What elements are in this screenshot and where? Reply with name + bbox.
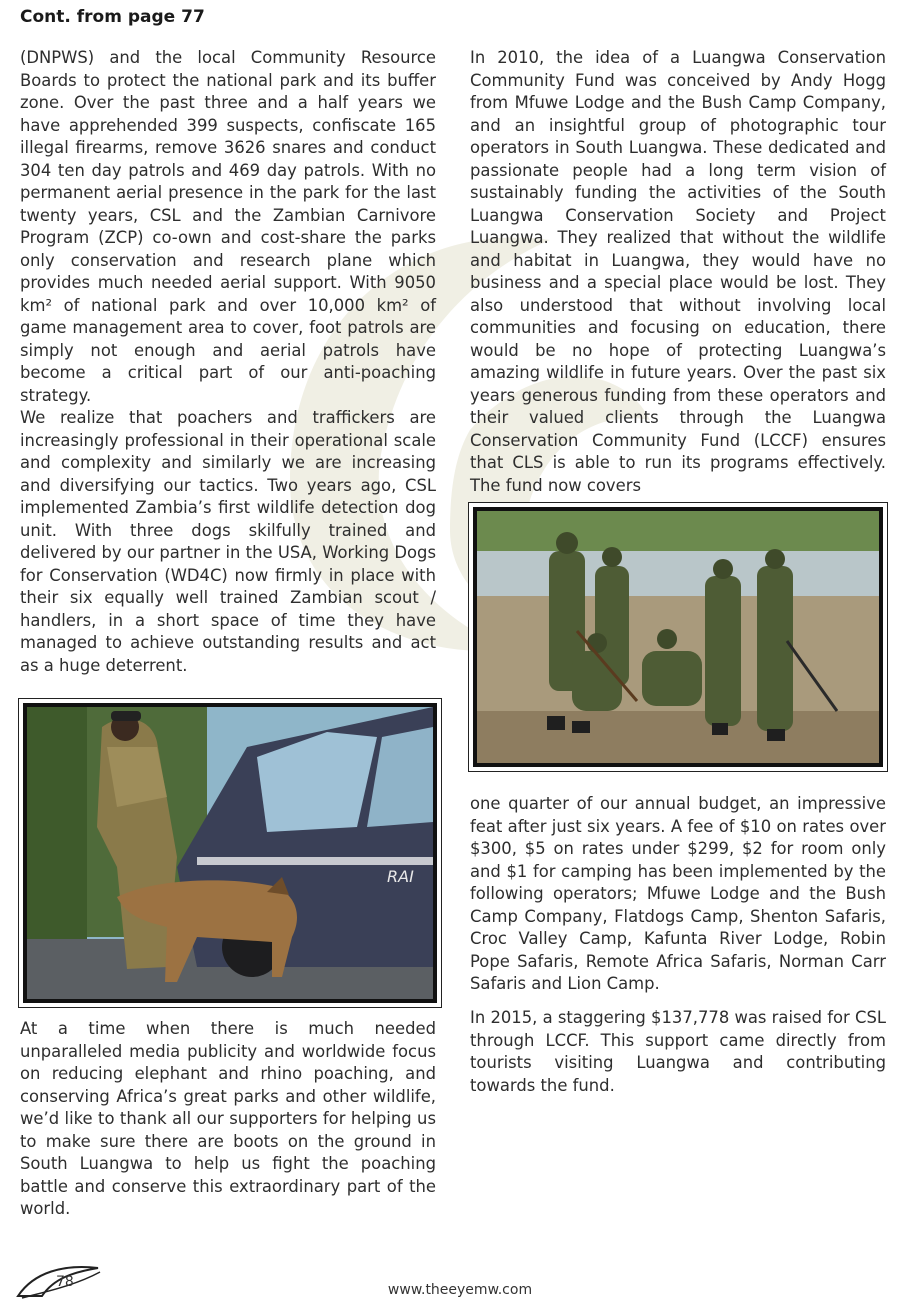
- continued-from-label: Cont. from page 77: [20, 7, 205, 27]
- scout-patrol-image: [477, 511, 879, 763]
- page-number: 78: [56, 1274, 74, 1290]
- left-column-para-1: [20, 47, 436, 407]
- left-column-para-2: [20, 407, 436, 677]
- left-column-para-3: [20, 1018, 436, 1221]
- right-column-para-1: [470, 47, 886, 497]
- photo-scout-patrol: [468, 502, 888, 772]
- body-text: one quarter of our annual budget, an impressive feat after just six years. A fee of $10 on rates over $300, $5 on rates under $299, $2 for room only and $1 for camping has been implemented by the following operators; Mfuwe Lodge and the Bush Camp Company, Flatdogs Camp, Shenton Safaris, Croc Valley Camp, Kafunta River Lodge, Robin Pope Safaris, Remote Africa Safaris, Norman Carr Safaris and Lion Camp.: [470, 794, 886, 993]
- right-column-para-2: [470, 793, 886, 996]
- body-text: In 2010, the idea of a Luangwa Conservation Community Fund was conceived by Andy Hogg from Mfuwe Lodge and the Bush Camp Company, and an insightful group of photographic tour operators in South Luangwa. These dedicated and passionate people had a long term vision of sustainably funding the activities of the South Luangwa Conservation Society and Project Luangwa. They realized that without the wildlife and habitat in Luangwa, they would have no business and a special place would be lost. They also understood that without involving local communities and focusing on education, there would be no hope of protecting Luangwa’s amazing wildlife in future years. Over the past six years generous funding from these operators and their valued clients through the Luangwa Conservation Community Fund (LCCF) ensures that CLS is able to run its programs effectively. The fund now covers: [470, 48, 886, 495]
- right-column-para-3: [470, 1007, 886, 1097]
- car-badge-text: RAI: [387, 867, 414, 886]
- photo-dog-unit: [18, 698, 442, 1008]
- dog-unit-image: [27, 707, 433, 999]
- body-text: In 2015, a staggering $137,778 was raised for CSL through LCCF. This support came directly from tourists visiting Luangwa and contributing towards the fund.: [470, 1008, 886, 1095]
- body-text: We realize that poachers and traffickers are increasingly professional in their operational scale and complexity and similarly we are increasing and diversifying our tactics. Two years ago, CSL implemented Zambia’s first wildlife detection dog unit. With three dogs skilfully trained and delivered by our partner in the USA, Working Dogs for Conservation (WD4C) now firmly in place with their six equally well trained Zambian scout / handlers, in a short space of time they have managed to achieve outstanding results and act as a huge deterrent.: [20, 408, 436, 675]
- body-text: At a time when there is much needed unparalleled media publicity and worldwide focus on reducing elephant and rhino poaching, and conserving Africa’s great parks and other wildlife, we’d like to thank all our supporters for helping us to make sure there are boots on the ground in South Luangwa to help us fight the poaching battle and conserve this extraordinary part of the world.: [20, 1019, 436, 1218]
- body-text: (DNPWS) and the local Community Resource Boards to protect the national park and its buffer zone. Over the past three and a half years we have apprehended 399 suspects, confiscate 165 illegal firearms, remove 3626 snares and conduct 304 ten day patrols and 469 day patrols. With no permanent aerial presence in the park for the last twenty years, CSL and the Zambian Carnivore Program (ZCP) co-own and cost-share the parks only conservation and research plane which provides much needed aerial support. With 9050 km² of national park and over 10,000 km² of game management area to cover, foot patrols are simply not enough and aerial patrols have become a critical part of our anti-poaching strategy.: [20, 48, 436, 405]
- footer-url: www.theeyemw.com: [387, 1282, 533, 1298]
